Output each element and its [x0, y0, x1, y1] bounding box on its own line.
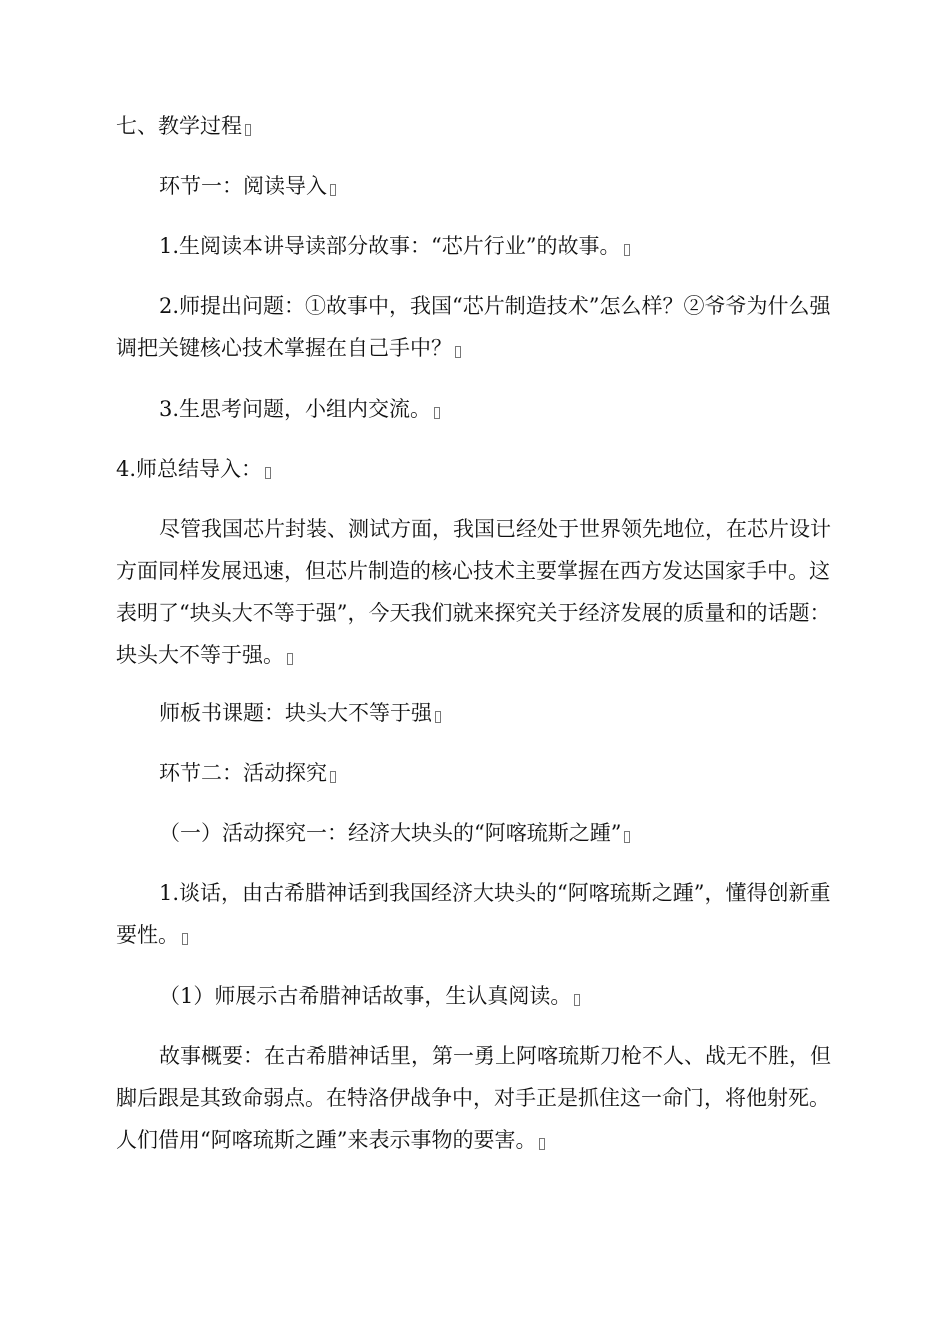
paragraph-mark-icon — [287, 653, 293, 665]
activity-one-heading: （一）活动探究一：经济大块头的“阿喀琉斯之踵” — [116, 812, 836, 854]
section-heading-teaching-process: 七、教学过程 — [116, 105, 836, 147]
paragraph-mark-icon — [539, 1138, 545, 1150]
paragraph-myth-display: （1）师展示古希腊神话故事，生认真阅读。 — [116, 975, 836, 1017]
paragraph-mark-icon — [330, 771, 336, 783]
paragraph-mark-icon — [245, 124, 251, 136]
paragraph-step-3: 3.生思考问题，小组内交流。 — [116, 388, 836, 430]
paragraph-mark-icon — [455, 346, 461, 358]
paragraph-step-1: 1.生阅读本讲导读部分故事：“芯片行业”的故事。 — [116, 225, 836, 267]
paragraph-step-4: 4.师总结导入： — [116, 448, 836, 490]
paragraph-mark-icon — [435, 711, 441, 723]
paragraph-board-title: 师板书课题：块头大不等于强 — [116, 692, 836, 734]
paragraph-mark-icon — [265, 467, 271, 479]
paragraph-mark-icon — [624, 831, 630, 843]
paragraph-summary: 尽管我国芯片封装、测试方面，我国已经处于世界领先地位，在芯片设计方面同样发展迅速，但芯片制造的核心技术主要掌握在西方发达国家手中。这表明了“块头大不等于强”，今天我们就来探究关于经济发展的质量和的话题：块头大不等于强。 — [116, 517, 831, 667]
paragraph-mark-icon — [434, 407, 440, 419]
paragraph-mark-icon — [182, 933, 188, 945]
paragraph-mark-icon — [624, 244, 630, 256]
stage-one-heading: 环节一：阅读导入 — [116, 165, 836, 207]
paragraph-mark-icon — [574, 994, 580, 1006]
stage-two-heading: 环节二：活动探究 — [116, 752, 836, 794]
paragraph-step-2: 2.师提出问题：①故事中，我国“芯片制造技术”怎么样？②爷爷为什么强调把关键核心技术掌握在自己手中？ — [116, 294, 831, 360]
paragraph-mark-icon — [330, 184, 336, 196]
paragraph-story-summary: 故事概要：在古希腊神话里，第一勇上阿喀琉斯刀枪不人、战无不胜，但脚后跟是其致命弱点。在特洛伊战争中，对手正是抓住这一命门，将他射死。人们借用“阿喀琉斯之踵”来表示事物的要害。 — [116, 1044, 831, 1152]
paragraph-talk: 1.谈话，由古希腊神话到我国经济大块头的“阿喀琉斯之踵”，懂得创新重要性。 — [116, 881, 831, 947]
